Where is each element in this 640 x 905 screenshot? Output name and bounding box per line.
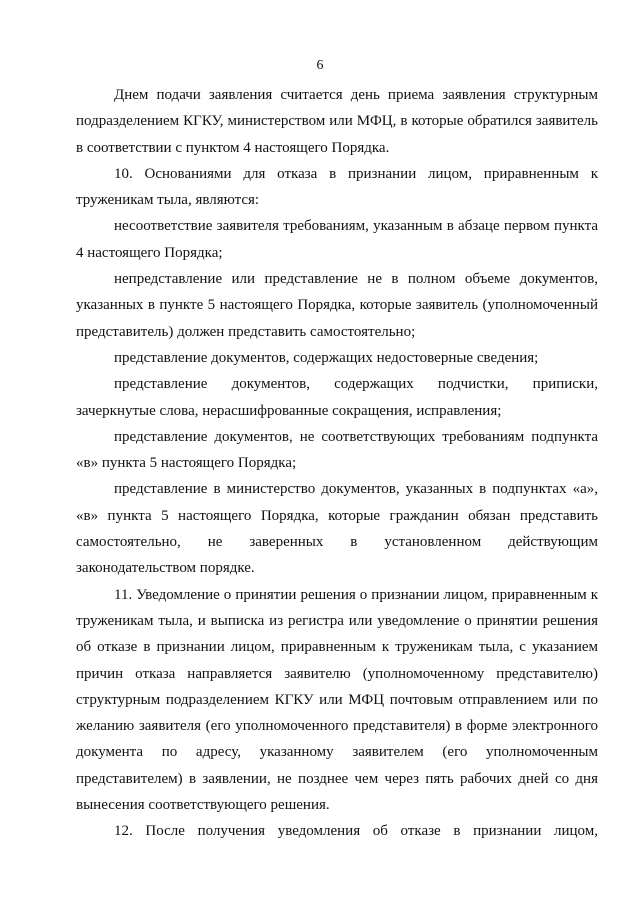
paragraph-nonconformity: несоответствие заявителя требованиям, указанным в абзаце первом пункта 4 настоящего Порядка; bbox=[76, 218, 598, 261]
paragraph-false-information: представление документов, содержащих недостоверные сведения; bbox=[114, 349, 539, 366]
paragraph-uncertified-documents: представление в министерство документов, указанных в подпунктах «а», «в» пункта 5 настоящего Порядка, которые гражданин обязан представить самостоятельно, не заверенных в установленном действующим законодательством порядке. bbox=[76, 481, 598, 577]
paragraph-12-after-notice: 12. После получения уведомления об отказе в признании лицом, bbox=[114, 823, 598, 840]
paragraph-10-refusal-grounds: 10. Основаниями для отказа в признании лицом, приравненным к труженикам тыла, являются: bbox=[76, 165, 598, 209]
paragraph-filing-date: Днем подачи заявления считается день приема заявления структурным подразделением КГКУ, министерством или МФЦ, в которые обратился заявитель в соответствии с пунктом 4 настоящего Порядка. bbox=[76, 87, 598, 156]
paragraph-subpoint-v: представление документов, не соответствующих требованиям подпункта «в» пункта 5 настоящего Порядка; bbox=[76, 428, 598, 472]
paragraph-corrections: представление документов, содержащих подчистки, приписки, зачеркнутые слова, нерасшифрованные сокращения, исправления; bbox=[76, 376, 598, 419]
page-number: 6 bbox=[316, 58, 324, 73]
paragraph-11-notification: 11. Уведомление о принятии решения о признании лицом, приравненным к труженикам тыла, и выписка из регистра или уведомление о принятии решения об отказе в признании лицом, приравненным к труженикам тыла, с указанием причин отказа направляется заявителю (уполномоченному представителю) структурным подразделением КГКУ или МФЦ почтовым отправлением или по желанию заявителя (его уполномоченного представителя) в форме электронного документа по адресу, указанному заявителем (его уполномоченным представителем) в заявлении, не позднее чем через пять рабочих дней со дня вынесения соответствующего решения. bbox=[76, 586, 598, 814]
document-body bbox=[76, 82, 598, 845]
paragraph-incomplete-documents: непредставление или представление не в полном объеме документов, указанных в пункте 5 настоящего Порядка, которые заявитель (уполномоченный представитель) должен представить самостоятельно; bbox=[76, 271, 598, 340]
